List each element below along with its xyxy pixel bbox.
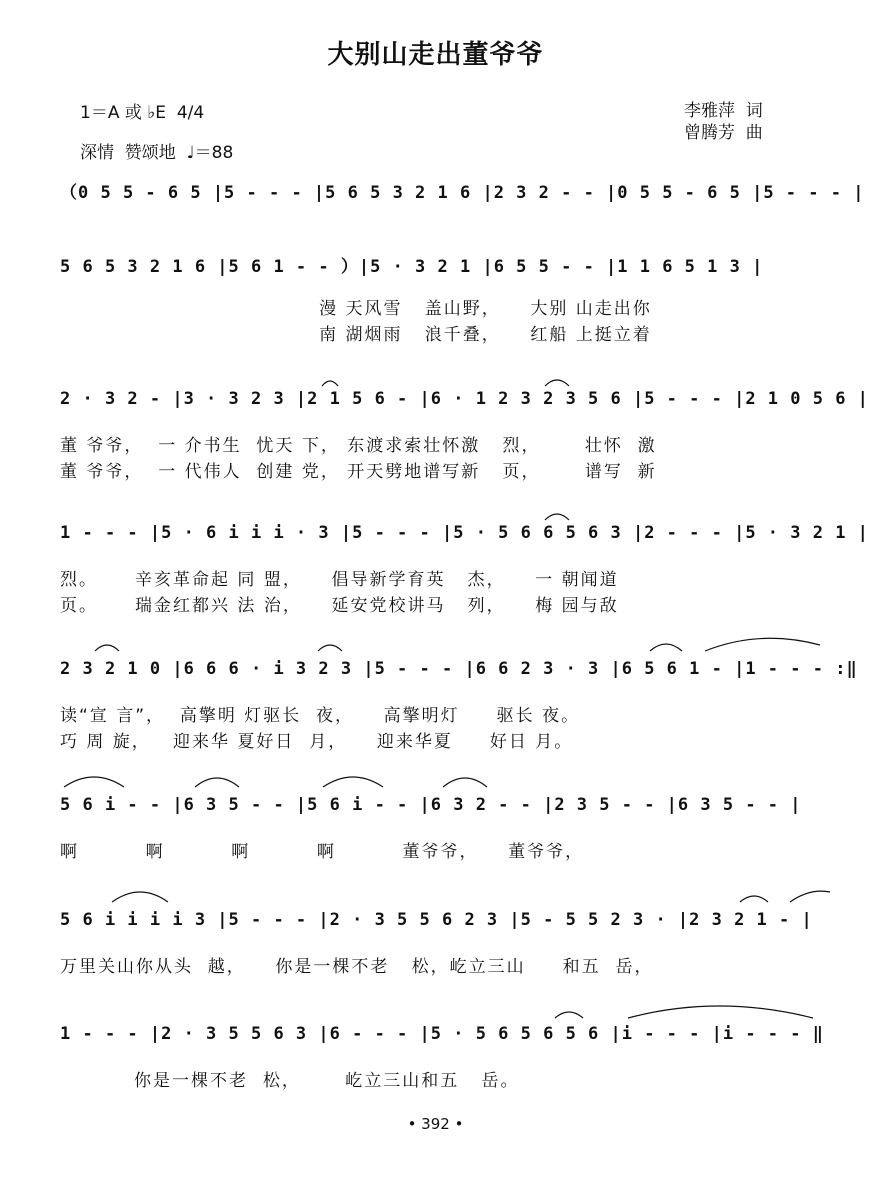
- slur-mark: [545, 380, 569, 386]
- slur-mark: [443, 778, 487, 787]
- slur-mark: [545, 514, 569, 520]
- slur-mark: [322, 381, 338, 386]
- slur-mark: [740, 896, 768, 902]
- slur-mark: [705, 638, 820, 651]
- lyrics-verse-1: 董 爷爷， 一 介书生 忧天 下， 东渡求索壮怀激 烈， 壮怀 激: [60, 436, 657, 456]
- slur-mark: [650, 644, 682, 651]
- lyrics-line: 万里关山你从头 越， 你是一棵不老 松，屹立三山 和五 岳，: [60, 957, 654, 977]
- slur-mark: [64, 777, 124, 787]
- slur-mark: [555, 1012, 583, 1018]
- notation-line: 1 - - - |2 · 3 5 5 6 3 |6 - - - |5 · 5 6 5 6 5 6 |i - - - |i - - - ‖: [60, 1024, 824, 1044]
- lyrics-verse-1: 烈。 辛亥革命起 同 盟， 倡导新学育英 杰， 一 朝闻道: [60, 570, 619, 590]
- key-signature: 1＝A 或 ♭E 4/4: [80, 103, 205, 123]
- lyricist-credit: 李雅萍 词: [684, 101, 763, 121]
- lyrics-verse-2: 董 爷爷， 一 代伟人 创建 党， 开天劈地谱写新 页， 谱写 新: [60, 462, 657, 482]
- notation-line: 2 3 2 1 0 |6 6 6 · i 3 2 3 |5 - - - |6 6 2 3 · 3 |6 5 6 1 - |1 - - - :‖: [60, 659, 858, 679]
- lyrics-line: 啊 啊 啊 啊 董爷爷， 董爷爷，: [60, 842, 585, 862]
- page-number: • 392 •: [407, 1115, 464, 1133]
- slur-mark: [195, 778, 239, 787]
- composer-credit: 曾腾芳 曲: [684, 123, 763, 143]
- slur-mark: [790, 891, 830, 902]
- lyrics-verse-1: 漫 天风雪 盖山野， 大别 山走出你: [60, 299, 652, 319]
- tempo-marking: 深情 赞颂地 ♩＝88: [80, 143, 234, 163]
- lyrics-verse-2: 巧 周 旋， 迎来华 夏好日 月， 迎来华夏 好日 月。: [60, 732, 574, 752]
- notation-line: 5 6 i - - |6 3 5 - - |5 6 i - - |6 3 2 - - |2 3 5 - - |6 3 5 - - |: [60, 795, 802, 815]
- slur-mark: [628, 1006, 813, 1018]
- lyrics-verse-2: 页。 瑞金红都兴 法 治， 延安党校讲马 列， 梅 园与敌: [60, 596, 619, 616]
- lyrics-line: 你是一棵不老 松， 屹立三山和五 岳。: [60, 1071, 520, 1091]
- notation-line: 2 · 3 2 - |3 · 3 2 3 |2 1 5 6 - |6 · 1 2 3 2 3 5 6 |5 - - - |2 1 0 5 6 |: [60, 389, 869, 409]
- notation-line: 1 - - - |5 · 6 i i i · 3 |5 - - - |5 · 5 6 6 5 6 3 |2 - - - |5 · 3 2 1 |: [60, 523, 869, 543]
- lyrics-verse-2: 南 湖烟雨 浪千叠， 红船 上挺立着: [60, 325, 652, 345]
- slur-mark: [112, 892, 168, 902]
- notation-line: （0 5 5 - 6 5 |5 - - - |5 6 5 3 2 1 6 |2 3 2 - - |0 5 5 - 6 5 |5 - - - |: [60, 183, 865, 203]
- lyrics-verse-1: 读“宣 言”， 高擎明 灯驱长 夜， 高擎明灯 驱长 夜。: [60, 706, 581, 726]
- slur-mark: [323, 777, 383, 787]
- notation-line: 5 6 5 3 2 1 6 |5 6 1 - - ）|5 · 3 2 1 |6 5 5 - - |1 1 6 5 1 3 |: [60, 257, 764, 277]
- slur-mark: [95, 645, 119, 651]
- song-title: 大别山走出董爷爷: [327, 40, 544, 70]
- slur-mark: [318, 645, 342, 651]
- notation-line: 5 6 i i i i 3 |5 - - - |2 · 3 5 5 6 2 3 |5 - 5 5 2 3 · |2 3 2 1 - |: [60, 910, 813, 930]
